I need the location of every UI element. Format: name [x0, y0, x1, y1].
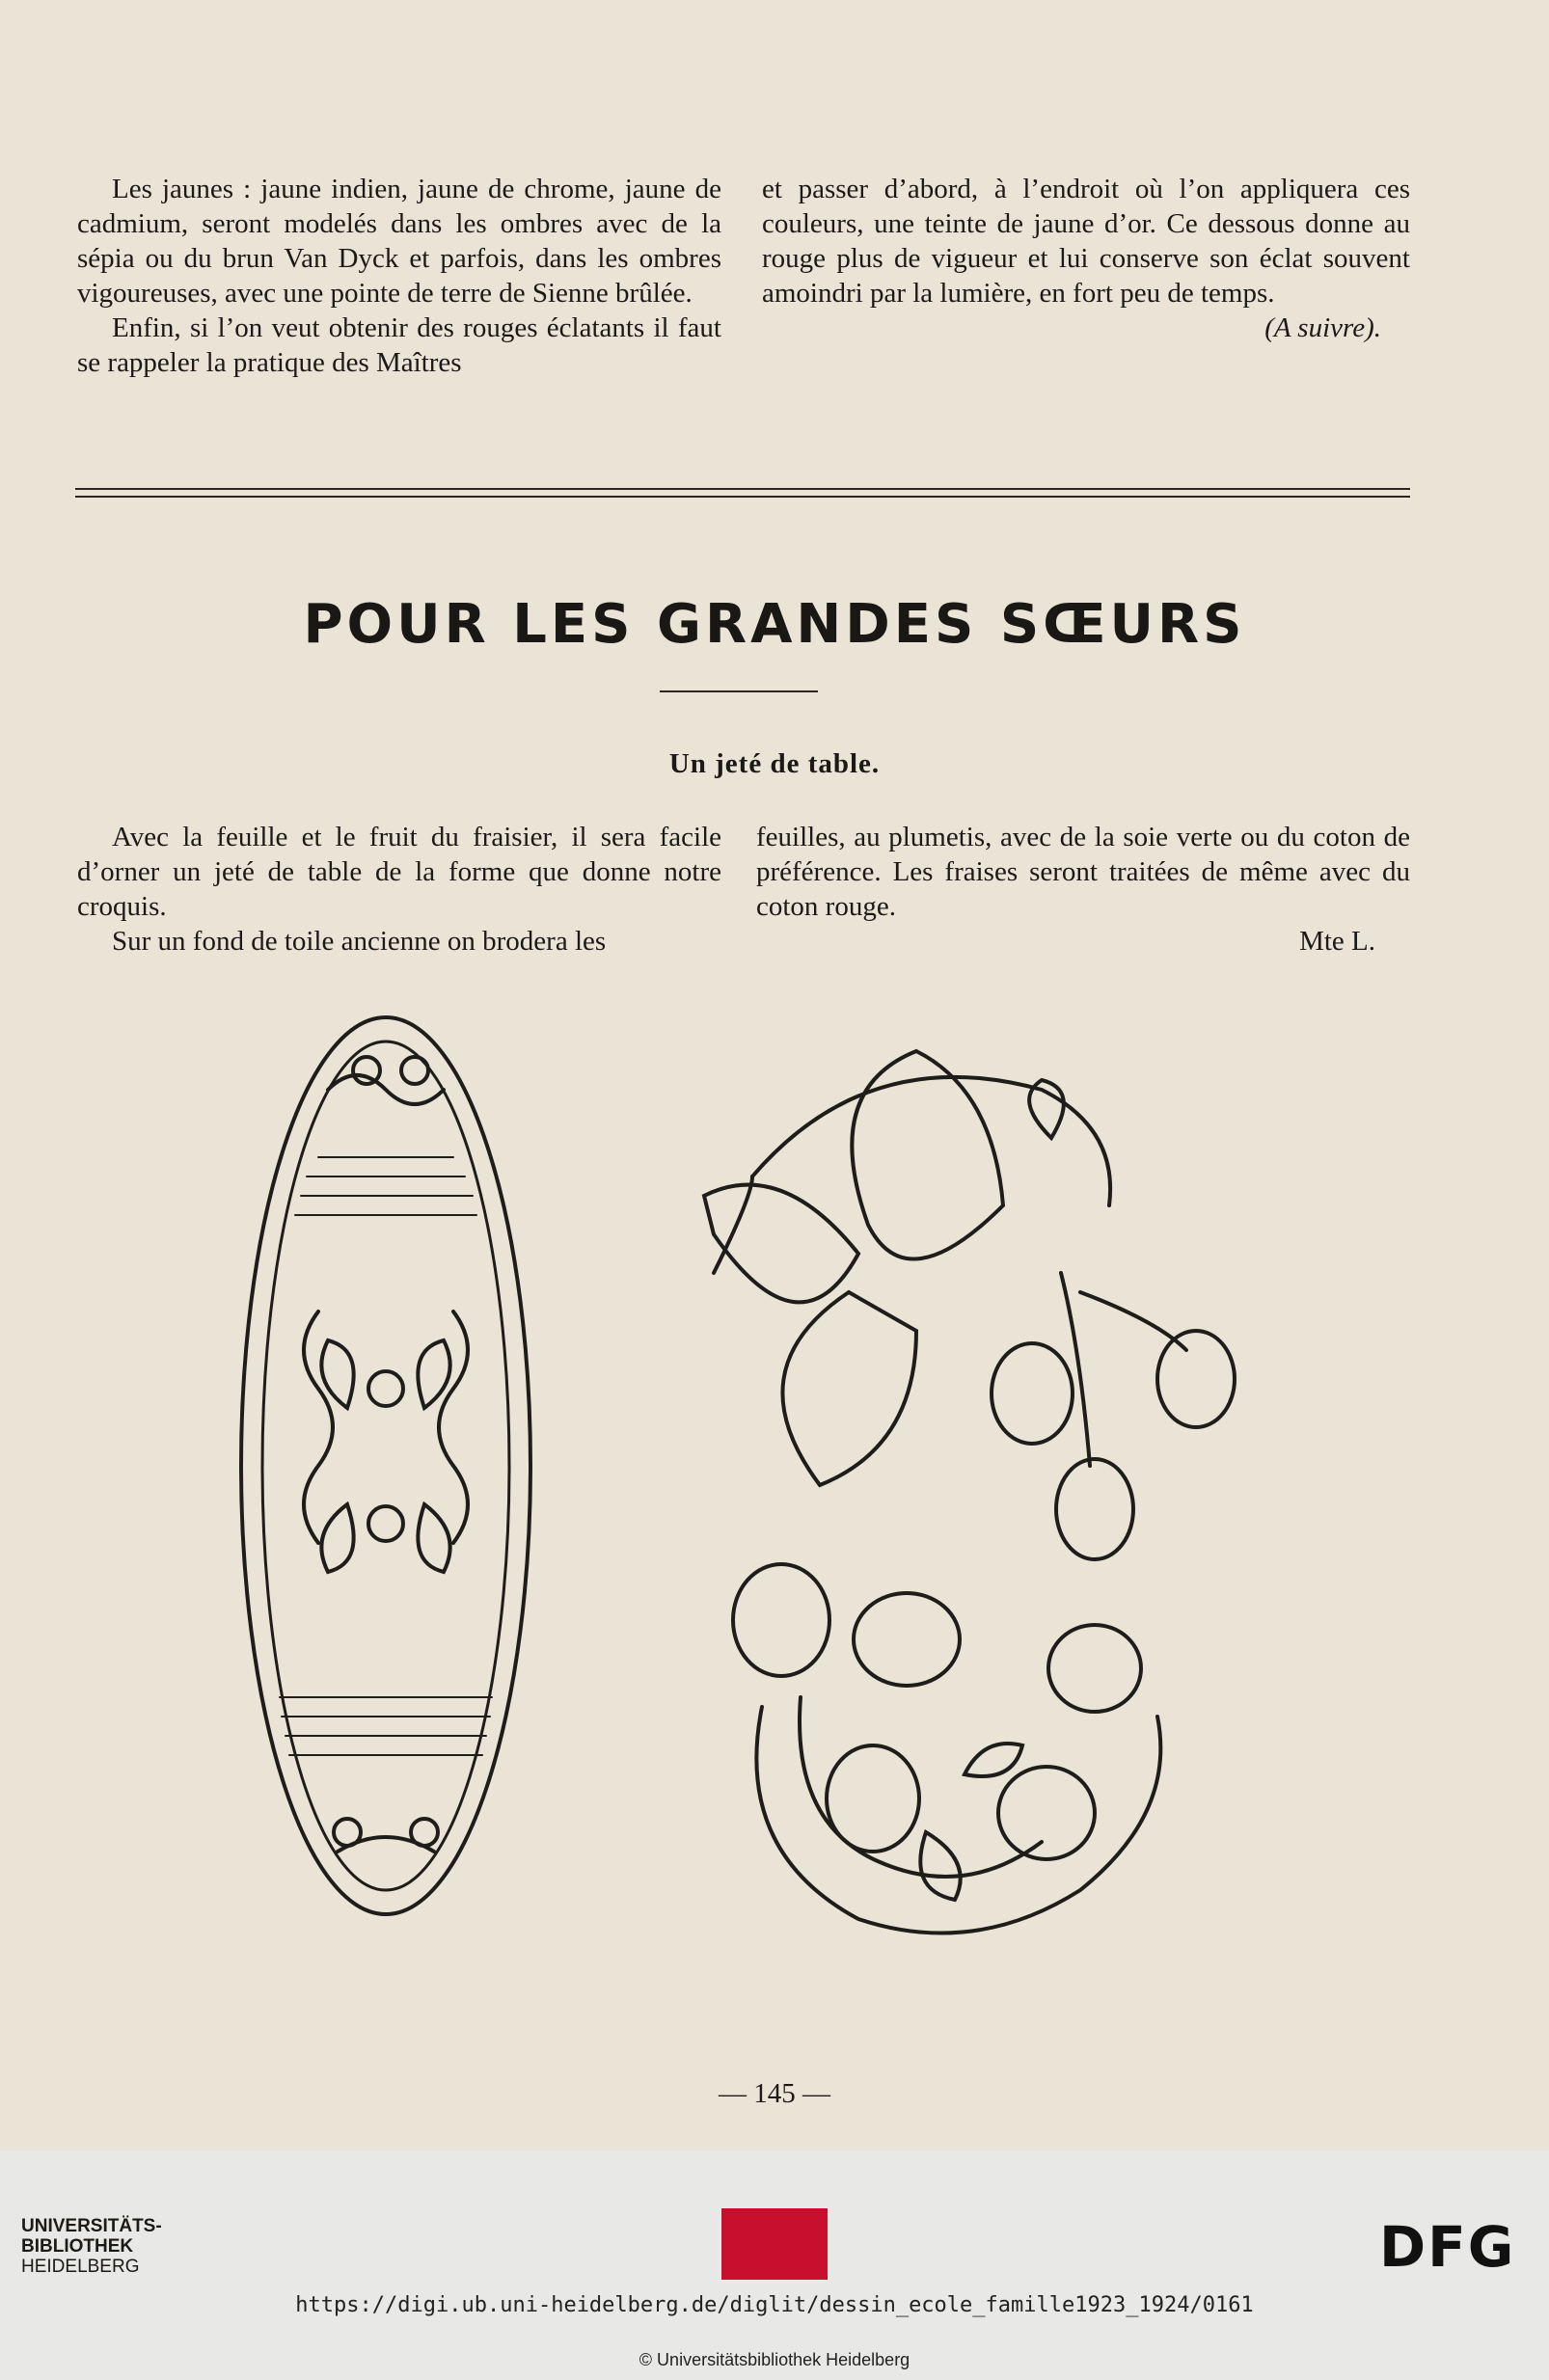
author-signature: Mte L.	[1299, 926, 1375, 957]
copyright-notice: © Universitätsbibliothek Heidelberg	[639, 2350, 910, 2369]
paragraph: Les jaunes : jaune indien, jaune de chrome, jaune de cadmium, seront modelés dans les ombres avec de la sépia ou du brun Van Dyck et parfois, dans les ombres vigoureuses, avec une pointe de terre de Sienne brûlée.	[77, 174, 721, 309]
divider-rule	[75, 496, 1410, 498]
paragraph: Sur un fond de toile ancienne on brodera les	[112, 926, 607, 957]
article-subtitle: Un jeté de table.	[668, 748, 881, 779]
paragraph: Enfin, si l’on veut obtenir des rouges éclatants il faut se rappeler la pratique des Maîtres	[77, 312, 721, 378]
library-line: UNIVERSITÄTS-	[21, 2216, 162, 2236]
library-line: HEIDELBERG	[21, 2257, 140, 2277]
divider-rule	[75, 488, 1410, 490]
library-line: BIBLIOTHEK	[21, 2236, 134, 2257]
to-be-continued: (A suivre).	[1264, 312, 1381, 343]
paragraph: et passer d’abord, à l’endroit où l’on appliquera ces couleurs, une teinte de jaune d’or. Ce dessous donne au rouge plus de vigueur et lui conserve son éclat souvent amoindri par la lumière, en fort peu de temps.	[762, 174, 1410, 309]
embroidery-illustration	[0, 984, 1549, 2025]
table-runner-outline	[241, 1017, 530, 1914]
dfg-logo[interactable]: DFG	[1379, 2214, 1516, 2280]
page-url[interactable]: https://digi.ub.uni-heidelberg.de/diglit/dessin_ecole_famille1923_1924/0161	[295, 2293, 1254, 2317]
body-right-column	[756, 820, 1410, 959]
top-left-column	[77, 172, 721, 380]
section-title: POUR LES GRANDES SŒURS	[303, 593, 1246, 656]
top-right-column	[762, 172, 1410, 345]
body-left-column	[77, 820, 721, 959]
title-underline	[660, 690, 818, 692]
paragraph: Avec la feuille et le fruit du fraisier, il sera facile d’orner un jeté de table de la forme que donne notre croquis.	[77, 822, 721, 922]
library-logo[interactable]	[21, 2216, 162, 2277]
project-badge[interactable]	[721, 2208, 828, 2280]
page-number: — 145 —	[719, 2078, 830, 2109]
paragraph: feuilles, au plumetis, avec de la soie verte ou du coton de préférence. Les fraises seront traitées de même avec du coton rouge.	[756, 822, 1410, 922]
